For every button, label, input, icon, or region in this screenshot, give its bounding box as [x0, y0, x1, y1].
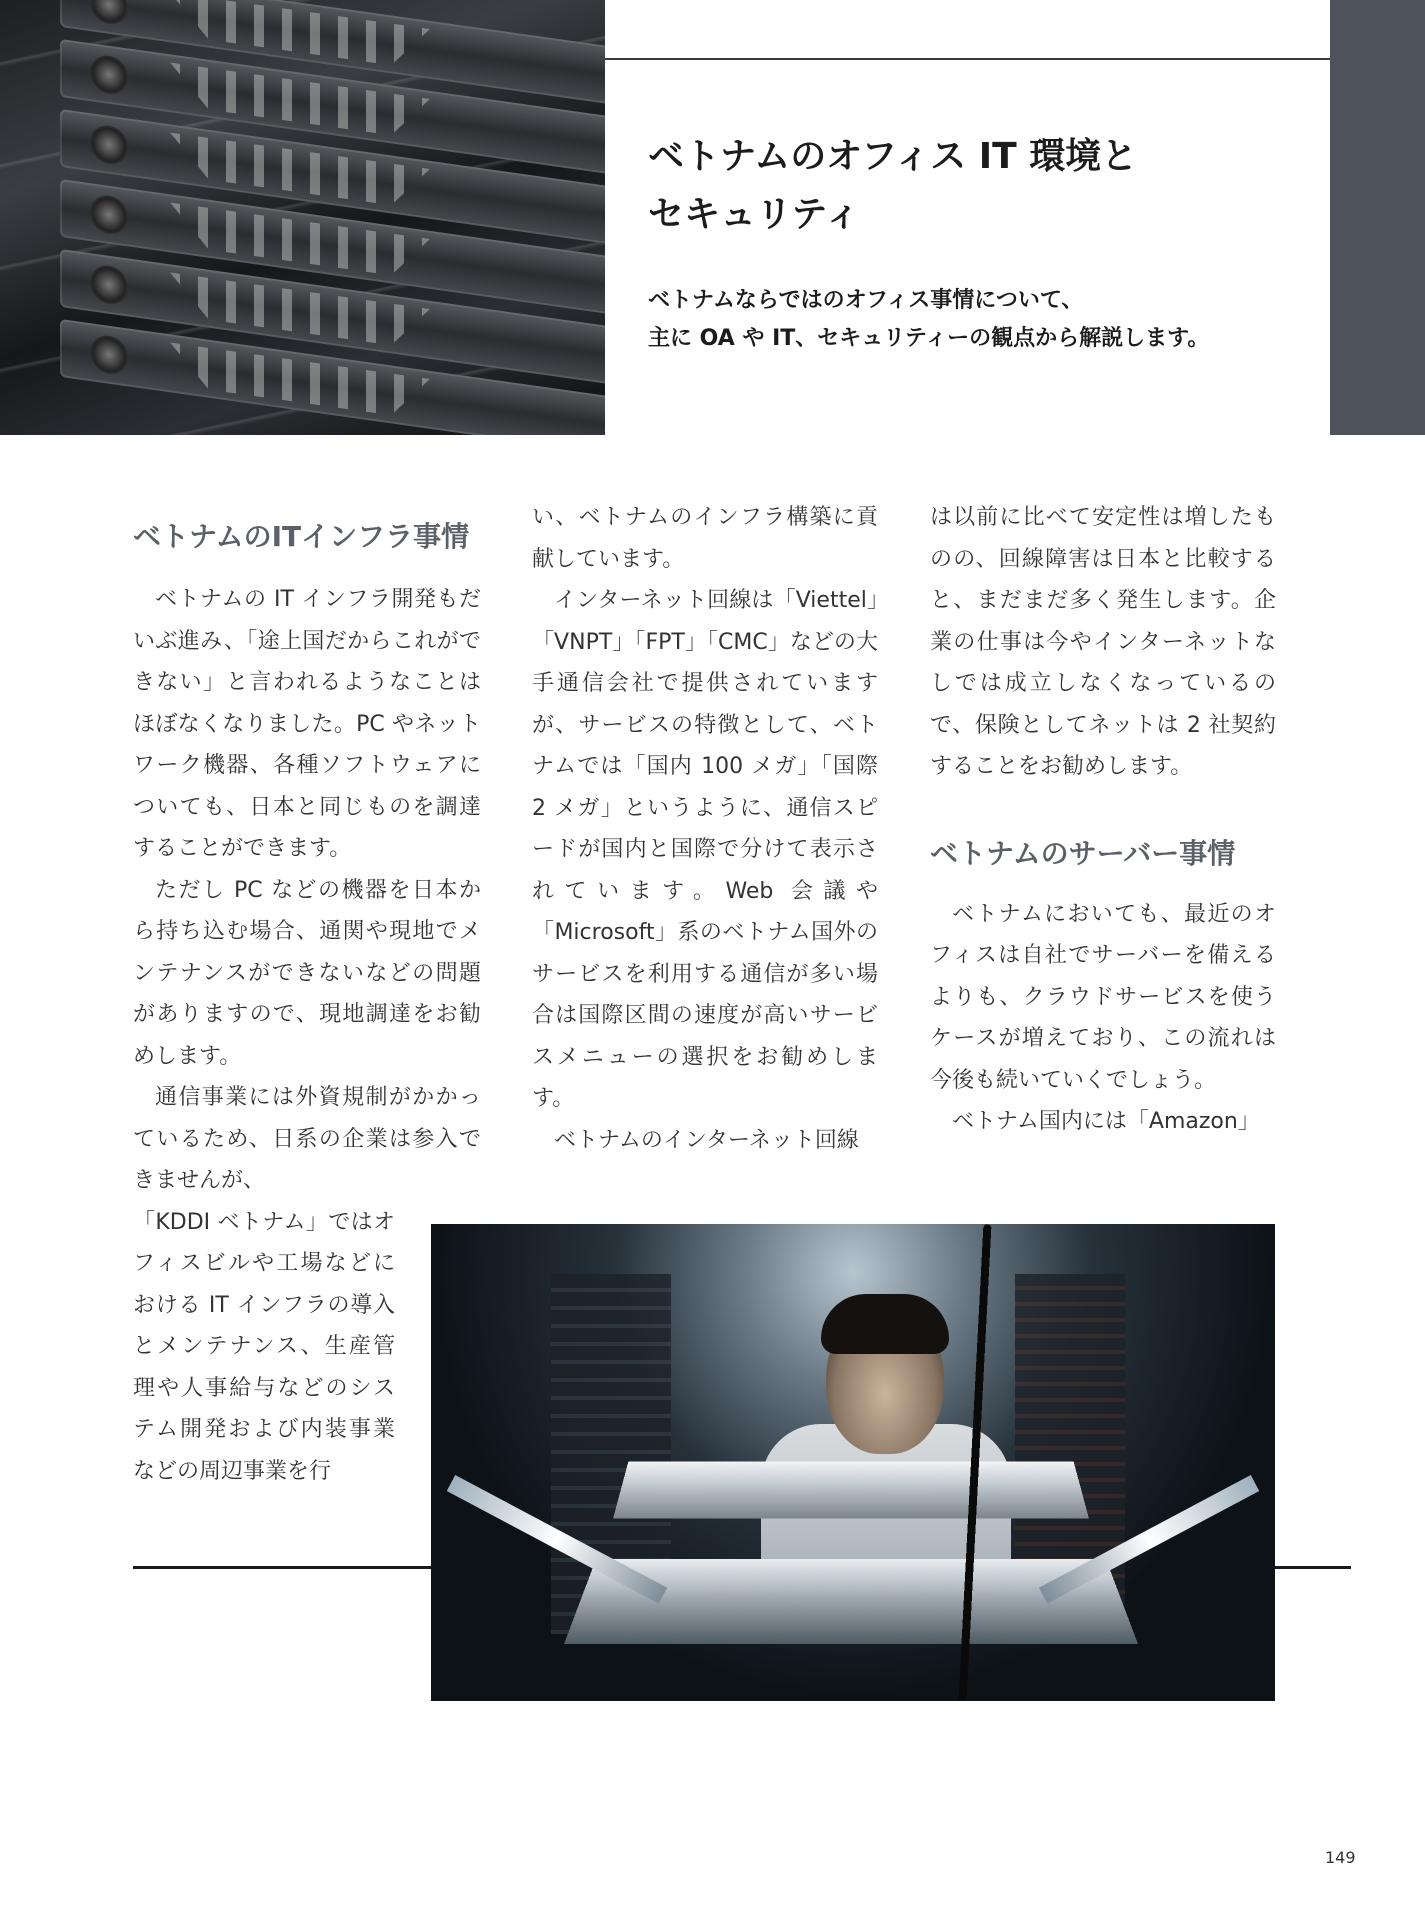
hero-server-rack-photo	[0, 0, 605, 435]
section-heading-it-infra: ベトナムのITインフラ事情	[133, 520, 470, 553]
paragraph: い、ベトナムのインフラ構築に貢献しています。	[532, 505, 878, 572]
body-column-3	[930, 497, 1276, 1143]
paragraph: ただし PC などの機器を日本から持ち込む場合、通関や現地でメンテナンスができないなどの問題がありますので、現地調達をお勧めします。	[133, 877, 481, 1069]
body-column-1	[133, 515, 481, 1492]
paragraph: ベトナム国内には「Amazon」	[952, 1109, 1260, 1134]
paragraph: インターネット回線は「Viettel」「VNPT」「FPT」「CMC」などの大手通信会社で提供されていますが、サービスの特徴として、ベトナムでは「国内 100 メガ」「国際 2 メガ」というように、通信スピードが国内と国際で分けて表示されています。Web 会議や「Microsoft」系のベトナム国外のサービスを利用する通信が多い場合は国際区間の速度が高いサービスメニューの選択をお勧めします。	[532, 588, 878, 1111]
technician-server-photo	[431, 1224, 1275, 1701]
paragraph: ベトナムにおいても、最近のオフィスは自社でサーバーを備えるよりも、クラウドサービスを使うケースが増えており、この流れは今後も続いていくでしょう。	[930, 901, 1276, 1093]
paragraph: 通信事業には外資規制がかかっているため、日系の企業は参入できませんが、	[133, 1085, 481, 1193]
header-divider	[605, 58, 1330, 60]
paragraph: は以前に比べて安定性は増したものの、回線障害は日本と比較すると、まだまだ多く発生します。企業の仕事は今やインターネットなしでは成立しなくなっているので、保険としてネットは 2 社契約することをお勧めします。	[930, 505, 1276, 779]
footer-divider-left	[133, 1566, 433, 1569]
decorative-side-band	[1330, 0, 1425, 435]
paragraph: 「KDDI ベトナム」ではオフィスビルや工場などにおける IT インフラの導入とメンテナンス、生産管理や人事給与などのシステム開発および内装事業などの周辺事業を行	[133, 1209, 395, 1484]
page-lead: ベトナムならではのオフィス事情について、 主に OA や IT、セキュリティーの観点から解説します。	[648, 288, 1210, 351]
section-heading-server: ベトナムのサーバー事情	[930, 836, 1236, 870]
paragraph: ベトナムの IT インフラ開発もだいぶ進み、「途上国だからこれができない」と言われるようなことはほぼなくなりました。PC やネットワーク機器、各種ソフトウェアについても、日本と同じものを調達することができます。	[133, 587, 481, 861]
body-column-2	[532, 497, 878, 1161]
paragraph: ベトナムのインターネット回線	[554, 1127, 859, 1153]
footer-divider-right	[1275, 1566, 1351, 1569]
page-title: ベトナムのオフィス IT 環境と セキュリティ	[648, 136, 1138, 235]
page-number: 149	[1325, 1848, 1356, 1867]
